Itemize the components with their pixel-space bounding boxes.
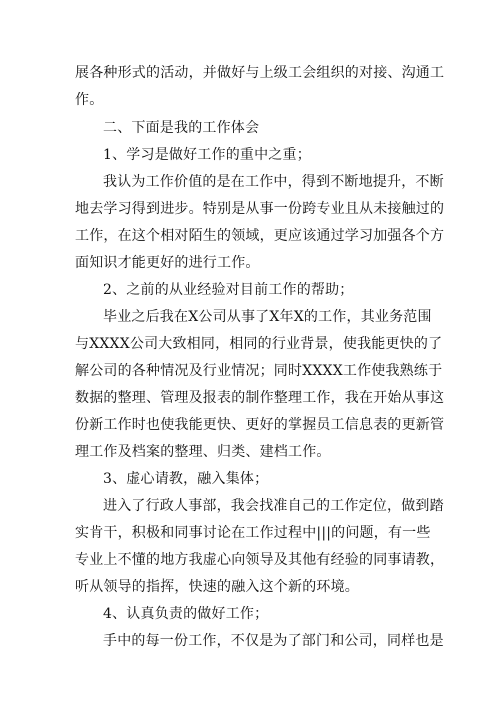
body-line: 毕业之后我在X公司从事了X年X的工作，其业务范围 [103, 309, 432, 325]
section-heading: 二、下面是我的工作体会 [103, 120, 260, 136]
body-line: 数据的整理、管理及报表的制作整理工作，我在开始从事这 [75, 390, 445, 406]
body-line: 与XXXX公司大致相同，相同的行业背景，使我能更快的了 [75, 336, 443, 352]
subheading: 3、虚心请教，融入集体； [103, 471, 269, 487]
body-line: 听从领导的指挥，快速的融入这个新的环境。 [75, 579, 359, 595]
body-line: 我认为工作价值的是在工作中，得到不断地提升，不断 [103, 174, 444, 190]
body-line: 份新工作时也使我能更快、更好的掌握员工信息表的更新管 [75, 417, 445, 433]
body-line: 手中的每一份工作，不仅是为了部门和公司，同样也是 [103, 633, 444, 649]
subheading: 1、学习是做好工作的重中之重； [103, 147, 311, 163]
body-line: 实肯干，积极和同事讨论在工作过程中|||的问题，有一些 [75, 525, 431, 541]
subheading: 4、认真负责的做好工作； [103, 606, 269, 622]
body-line: 解公司的各种情况及行业情况；同时XXXX工作使我熟练于 [75, 363, 443, 379]
body-line: 展各种形式的活动，并做好与上级工会组织的对接、沟通工 [75, 65, 445, 81]
body-line: 作。 [75, 92, 104, 108]
body-line: 进入了行政人事部，我会找准自己的工作定位，做到踏 [103, 498, 444, 514]
body-line: 专业上不懂的地方我虚心向领导及其他有经验的同事请教， [75, 552, 445, 568]
subheading: 2、之前的从业经验对目前工作的帮助； [103, 282, 354, 298]
body-line: 工作，在这个相对陌生的领域，更应该通过学习加强各个方 [75, 228, 445, 244]
body-line: 地去学习得到进步。特别是从事一份跨专业且从未接触过的 [75, 201, 445, 217]
body-line: 理工作及档案的整理、归类、建档工作。 [75, 444, 331, 460]
body-line: 面知识才能更好的进行工作。 [75, 255, 260, 271]
